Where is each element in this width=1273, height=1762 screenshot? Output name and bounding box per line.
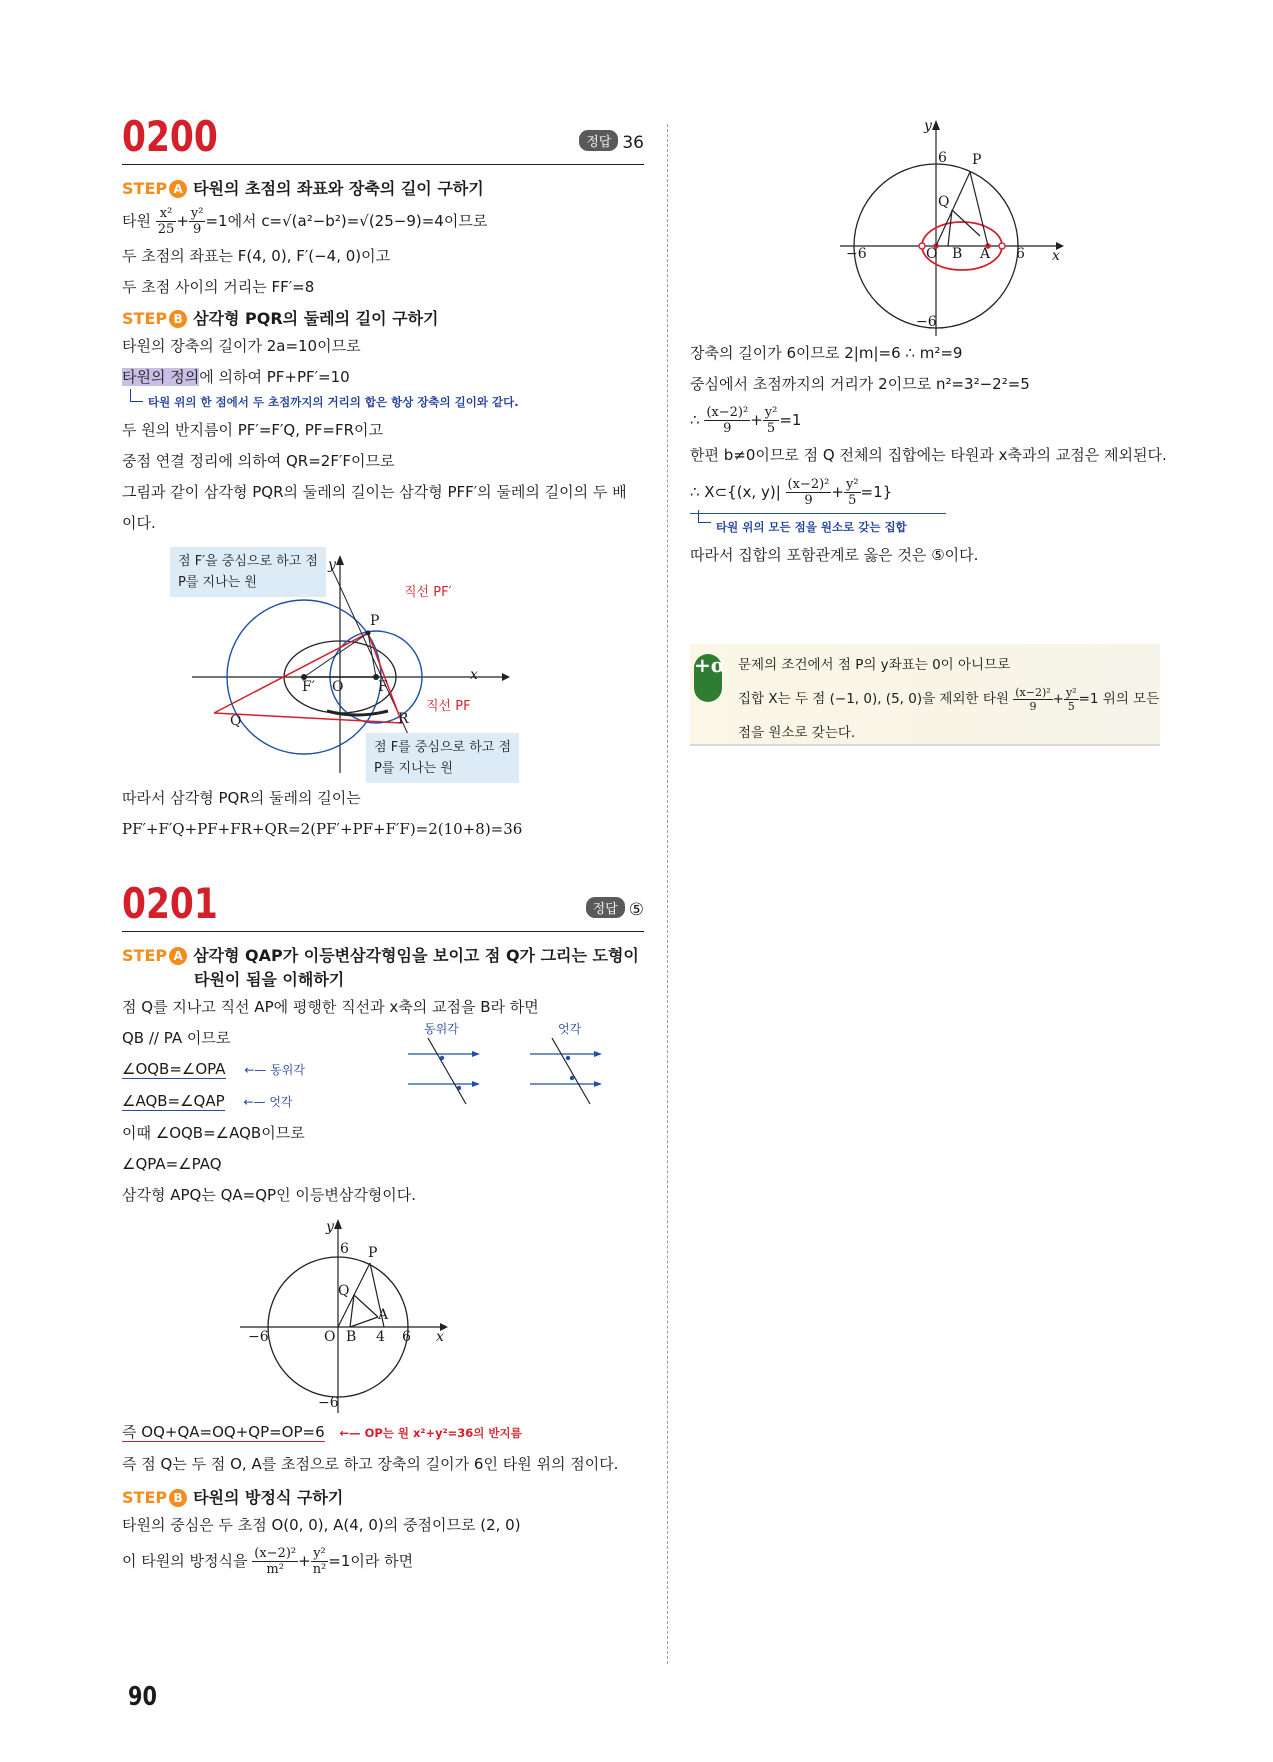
point-r-label: R (398, 711, 409, 727)
problem-number: 0200 (122, 112, 218, 161)
line-b2 (122, 362, 644, 393)
right-column (690, 118, 1190, 741)
label-alternate: 엇각 (558, 1022, 582, 1036)
axis-x-label: x (436, 1329, 444, 1345)
fraction (1064, 686, 1079, 713)
axis-x-label: x (470, 667, 478, 683)
problem-0201-header (122, 879, 644, 932)
tick-6-x: 6 (402, 1329, 411, 1345)
label-line-pf: 직선 PF (426, 699, 471, 714)
line-r5: ∴ X⊂{(x, y)| $\frac{\text{(x−2)²}}{9}$ + $\frac{\text{y²}}{5}$ =1} (690, 477, 893, 508)
axis-y-label: y (326, 1219, 334, 1235)
tick-4-x: 4 (376, 1329, 385, 1345)
fraction (1013, 686, 1052, 713)
denominator: n² (312, 1562, 327, 1577)
text: ∠OQB=∠OPA (122, 1060, 226, 1078)
page-number: 90 (128, 1682, 157, 1712)
right-text (690, 338, 1190, 741)
denominator: m² (266, 1562, 284, 1577)
callout-circle-f: 점 F를 중심으로 하고 점 P를 지나는 원 (366, 733, 519, 783)
point-b-label: B (346, 1329, 357, 1345)
fraction (844, 477, 861, 508)
answer (579, 130, 644, 153)
line-b1: 타원의 장축의 길이가 2a=10이므로 (122, 337, 361, 355)
figure-two-circles (122, 545, 644, 783)
tick-6-y: 6 (938, 150, 947, 166)
step-label: STEP (122, 309, 168, 328)
point-q-label: Q (338, 1283, 350, 1299)
step-letter: A (169, 947, 187, 965)
step-title: 삼각형 QAP가 이등변삼각형임을 보이고 점 Q가 그리는 도형이 (193, 946, 639, 965)
line-c2: 이 타원의 방정식을 $\frac{\text{(x−2)²}}{\text{m²}}$ + $\frac{\text{y²}}{\text{n²}}$ =1이라 하면 (122, 1546, 414, 1577)
step-title: 타원의 방정식 구하기 (193, 1488, 344, 1507)
numerator: y² (311, 1546, 329, 1562)
step-a-heading-cont: 타원이 됨을 이해하기 (194, 970, 345, 989)
alpha-line3: 점을 원소로 갖는다. (738, 725, 856, 741)
problem-number: 0201 (122, 879, 218, 928)
figure-angle-types (408, 1020, 628, 1108)
fraction (704, 405, 750, 436)
step-letter: B (169, 310, 187, 328)
line-a2: QB // PA 이므로 (122, 1029, 231, 1047)
callout-circle-fprime: 점 F′을 중심으로 하고 점 P를 지나는 원 (170, 547, 326, 597)
numerator: (x−2)² (254, 1546, 297, 1561)
point-p-label: P (370, 613, 380, 629)
line-c2: PF′+F′Q+PF+FR+QR=2(PF′+PF+F′F)=2(10+8)=36 (122, 820, 523, 838)
origin-label: O (926, 246, 938, 262)
numerator: (x−2)² (787, 477, 830, 492)
text: OP는 원 x²+y²=36의 반지름 (364, 1426, 522, 1440)
plus-alpha-icon: +α (694, 654, 722, 702)
axis-x-label: x (1052, 248, 1060, 264)
text: ∴ X⊂{(x, y)| (690, 483, 781, 501)
text: ∠AQB=∠QAP (122, 1092, 225, 1110)
line-a5: 이때 ∠OQB=∠AQB이므로 (122, 1124, 305, 1142)
numerator: (x−2)² (706, 405, 749, 420)
answer-value: ⑤ (628, 900, 644, 920)
answer-value: 36 (622, 133, 644, 153)
fraction (156, 206, 177, 237)
line-a3: 두 초점 사이의 거리는 FF′=8 (122, 278, 315, 296)
step-title: 삼각형 PQR의 둘레의 길이 구하기 (193, 309, 439, 328)
point-q-label: Q (230, 713, 242, 729)
origin-label: O (324, 1329, 336, 1345)
text: =1에서 c=√(a²−b²)=√(25−9)=4이므로 (205, 212, 488, 230)
numerator: y² (764, 405, 778, 420)
step-a-heading (122, 944, 644, 968)
label-corresponding: 동위각 (424, 1022, 459, 1036)
step-letter: B (169, 1489, 187, 1507)
denominator: 9 (723, 421, 732, 436)
numerator: x² (156, 206, 177, 222)
denominator: 9 (193, 222, 202, 237)
angle-types-svg (408, 1020, 628, 1108)
line-r2: 중심에서 초점까지의 거리가 2이므로 n²=3²−2²=5 (690, 375, 1030, 393)
step-letter: A (169, 180, 187, 198)
highlight: 타원의 정의 (122, 368, 200, 386)
line-r3: ∴ $\frac{\text{(x−2)²}}{9}$ + $\frac{\text{y²}}{5}$ =1 (690, 405, 802, 436)
line-b2: 즉 점 Q는 두 점 O, A를 초점으로 하고 장축의 길이가 6인 타원 위의 점이다. (122, 1455, 619, 1473)
fraction (311, 1546, 329, 1577)
label-line-pf-prime: 직선 PF′ (404, 585, 452, 600)
answer-tag: 정답 (579, 130, 618, 151)
text: 동위각 (270, 1063, 305, 1077)
step-label: STEP (122, 946, 168, 965)
denominator: 5 (766, 421, 776, 436)
point-fprime-label: F′ (302, 679, 315, 695)
line-b1 (122, 1417, 644, 1449)
line-c1: 타원의 중심은 두 초점 O(0, 0), A(4, 0)의 중점이므로 (2, 0) (122, 1516, 521, 1534)
text: 집합 X는 두 점 (−1, 0), (5, 0)을 제외한 타원 (738, 691, 1009, 707)
figure-circle-q (122, 1217, 644, 1417)
text: =1 (779, 411, 802, 429)
line-c1: 따라서 삼각형 PQR의 둘레의 길이는 (122, 789, 361, 807)
text: 이 타원의 방정식을 (122, 1552, 248, 1570)
fraction (189, 206, 206, 237)
alpha-line2: 집합 X는 두 점 (−1, 0), (5, 0)을 제외한 타원 $\frac{\text{(x−2)²}}{9}$ + $\frac{\text{y²}}{5}$ =1 위의 모든 (738, 685, 1160, 713)
step-a-heading (122, 177, 644, 201)
denominator: 5 (1067, 699, 1075, 713)
point-a-label: A (980, 246, 991, 262)
alpha-line1: 문제의 조건에서 점 P의 y좌표는 0이 아니므로 (738, 657, 1011, 673)
note-corresponding: ←— 동위각 (244, 1063, 305, 1077)
problem-0200-header (122, 112, 644, 165)
text: 엇각 (269, 1095, 293, 1109)
step-b-heading (122, 1486, 644, 1510)
point-a-label: A (378, 1307, 389, 1323)
step-label: STEP (122, 1488, 168, 1507)
angle-block (122, 992, 644, 1211)
tick-m6-x: −6 (846, 246, 867, 262)
line-b3: 두 원의 반지름이 PF′=F′Q, PF=FR이고 (122, 421, 384, 439)
numerator: (x−2)² (1015, 685, 1051, 699)
tick-6-x: 6 (1016, 246, 1025, 262)
text: =1 위의 모든 (1078, 691, 1160, 707)
tick-m6-y: −6 (916, 314, 937, 330)
note-set-definition: 타원 위의 모든 점을 원소로 갖는 집합 (690, 513, 946, 536)
tick-m6-x: −6 (248, 1329, 269, 1345)
numerator: y² (845, 477, 859, 492)
line-r1: 장축의 길이가 6이므로 2|m|=6 ∴ m²=9 (690, 344, 963, 362)
point-p-label: P (368, 1245, 378, 1261)
text: =1이라 하면 (328, 1552, 414, 1570)
origin-label: O (332, 679, 344, 695)
line-b6: 이다. (122, 514, 156, 532)
denominator: 9 (804, 493, 813, 508)
denominator: 5 (848, 493, 857, 508)
tick-m6-y: −6 (318, 1395, 339, 1411)
note-radius: ←— OP는 원 x²+y²=36의 반지름 (339, 1426, 522, 1440)
tick-6-y: 6 (340, 1241, 349, 1257)
step-label: STEP (122, 179, 168, 198)
line-a6: ∠QPA=∠PAQ (122, 1155, 222, 1173)
numerator: y² (1065, 685, 1077, 699)
fraction (252, 1546, 298, 1577)
step-b-heading (122, 307, 644, 331)
note-alternate: ←— 엇각 (243, 1095, 293, 1109)
step-title: 타원의 초점의 좌표와 장축의 길이 구하기 (193, 179, 484, 198)
plus-alpha-text (738, 648, 1159, 750)
numerator: y² (190, 206, 204, 221)
text: 에 의하여 PF+PF′=10 (199, 368, 350, 386)
text: 타원 (122, 212, 151, 230)
line-b4: 중점 연결 정리에 의하여 QR=2F′F이므로 (122, 452, 395, 470)
axis-y-label: y (924, 118, 932, 134)
axis-y-label: y (328, 557, 336, 573)
line-r6: 따라서 집합의 포함관계로 옳은 것은 ⑤이다. (690, 546, 979, 564)
left-column (122, 112, 644, 1581)
denominator: 9 (1029, 699, 1037, 713)
line-a1: 타원 $\frac{\text{x²}}{25}$ + $\frac{\text{y²}}{9}$ =1에서 c=√(a²−b²)=√(25−9)=4이므로 (122, 206, 488, 237)
point-f-label: F (378, 679, 388, 695)
line-b5: 그림과 같이 삼각형 PQR의 둘레의 길이는 삼각형 PFF′의 둘레의 길이의 두 배 (122, 483, 627, 501)
point-b-label: B (952, 246, 963, 262)
column-divider (667, 124, 668, 1664)
answer (586, 897, 644, 920)
text: 즉 OQ+QA=OQ+QP=OP=6 (122, 1423, 325, 1441)
fraction (786, 477, 832, 508)
plus-alpha-box (690, 644, 1160, 746)
line-a7: 삼각형 APQ는 QA=QP인 이등변삼각형이다. (122, 1186, 417, 1204)
point-q-label: Q (938, 194, 950, 210)
text: ∴ (690, 411, 700, 429)
line-a1: 점 Q를 지나고 직선 AP에 평행한 직선과 x축의 교점을 B라 하면 (122, 998, 539, 1016)
text: =1} (860, 483, 893, 501)
denominator: 25 (157, 222, 175, 237)
answer-tag: 정답 (586, 897, 625, 918)
fraction (763, 405, 780, 436)
line-a2: 두 초점의 좌표는 F(4, 0), F′(−4, 0)이고 (122, 247, 391, 265)
line-r4: 한편 b≠0이므로 점 Q 전체의 집합에는 타원과 x축과의 교점은 제외된다. (690, 446, 1167, 464)
figure-ellipse-circle (690, 118, 1190, 338)
note-ellipse-def: 타원 위의 한 점에서 두 초점까지의 거리의 합은 항상 장축의 길이와 같다. (122, 393, 644, 411)
point-p-label: P (972, 152, 982, 168)
